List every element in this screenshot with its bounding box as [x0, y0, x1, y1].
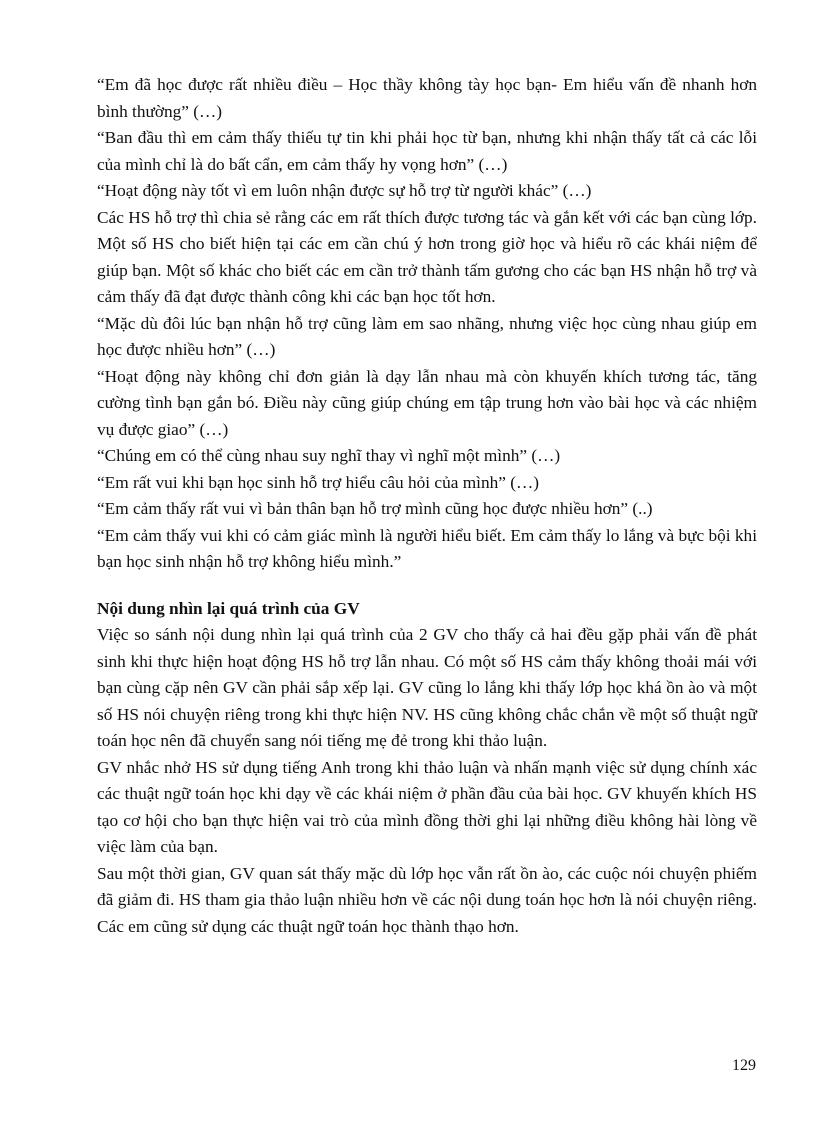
section-heading: Nội dung nhìn lại quá trình của GV: [97, 598, 360, 618]
quote-learned-a-lot: “Em đã học được rất nhiều điều – Học thầy không tày học bạn- Em hiểu vấn đề nhanh hơn bình thường” (…): [97, 75, 757, 121]
teacher-reflection-paragraph-1: Việc so sánh nội dung nhìn lại quá trình của 2 GV cho thấy cả hai đều gặp phải vấn đề phát sinh khi thực hiện hoạt động HS hỗ trợ lẫn nhau. Có một số HS cảm thấy không thoải mái với bạn cùng cặp nên GV cần phải sắp xếp lại. GV cũng lo lắng khi thấy lớp học khá ồn ào và một số HS nói chuyện riêng trong khi thực hiện NV. HS cũng không chắc chắn về một số thuật ngữ toán học nên đã chuyển sang nói tiếng mẹ đẻ trong khi thảo luận.: [97, 625, 757, 750]
teacher-reflection-paragraph-3: Sau một thời gian, GV quan sát thấy mặc dù lớp học vẫn rất ồn ào, các cuộc nói chuyện phiếm đã giảm đi. HS tham gia thảo luận nhiều hơn về các nội dung toán học hơn là nói chuyện riêng. Các em cũng sử dụng các thuật ngữ toán học thành thạo hơn.: [97, 863, 757, 936]
quote-distracted-but-learn-more: “Mặc dù đôi lúc bạn nhận hỗ trợ cũng làm em sao nhãng, nhưng việc học cùng nhau giúp em học được nhiều hơn” (…): [97, 313, 757, 359]
quote-lack-confidence: “Ban đầu thì em cảm thấy thiếu tự tin khi phải học từ bạn, nhưng khi nhận thấy tất cả các lỗi của mình chỉ là do bất cẩn, em cảm thấy hy vọng hơn” (…): [97, 128, 757, 174]
quote-supporter-learns-more: “Em cảm thấy rất vui vì bản thân bạn hỗ trợ mình cũng học được nhiều hơn” (..): [97, 499, 653, 518]
support-students-paragraph: Các HS hỗ trợ thì chia sẻ rằng các em rất thích được tương tác và gắn kết với các bạn cùng lớp. Một số HS cho biết hiện tại các em cần chú ý hơn trong giờ học và hiểu rõ các khái niệm để giúp bạn. Một số khác cho biết các em cần trở thành tấm gương cho các bạn HS nhận hỗ trợ và cảm thấy đã đạt được thành công khi các bạn học tốt hơn.: [97, 207, 757, 306]
quote-encourages-interaction: “Hoạt động này không chỉ đơn giản là dạy lẫn nhau mà còn khuyến khích tương tác, tăng cường tình bạn gắn bó. Điều này cũng giúp chúng em tập trung hơn vào bài học và các nhiệm vụ được giao” (…): [97, 366, 757, 439]
page-number: 129: [732, 1057, 756, 1074]
quote-supporter-understands: “Em rất vui khi bạn học sinh hỗ trợ hiểu câu hỏi của mình” (…): [97, 472, 540, 492]
quote-feel-knowledgeable: “Em cảm thấy vui khi có cảm giác mình là người hiểu biết. Em cảm thấy lo lắng và bực bội khi bạn học sinh nhận hỗ trợ không hiểu mình.”: [97, 525, 757, 571]
quote-think-together: “Chúng em có thể cùng nhau suy nghĩ thay vì nghĩ một mình” (…): [97, 446, 561, 465]
document-page: [97, 72, 757, 940]
teacher-reflection-paragraph-2: GV nhắc nhở HS sử dụng tiếng Anh trong khi thảo luận và nhấn mạnh việc sử dụng chính xác các thuật ngữ toán học khi dạy về các khái niệm ở phần đầu của bài học. GV khuyến khích HS tạo cơ hội cho bạn thực hiện vai trò của mình đồng thời ghi lại những điều không hài lòng về việc làm của bạn.: [97, 757, 757, 856]
quote-always-supported: “Hoạt động này tốt vì em luôn nhận được sự hỗ trợ từ người khác” (…): [97, 181, 592, 200]
section-spacer: [97, 576, 757, 596]
